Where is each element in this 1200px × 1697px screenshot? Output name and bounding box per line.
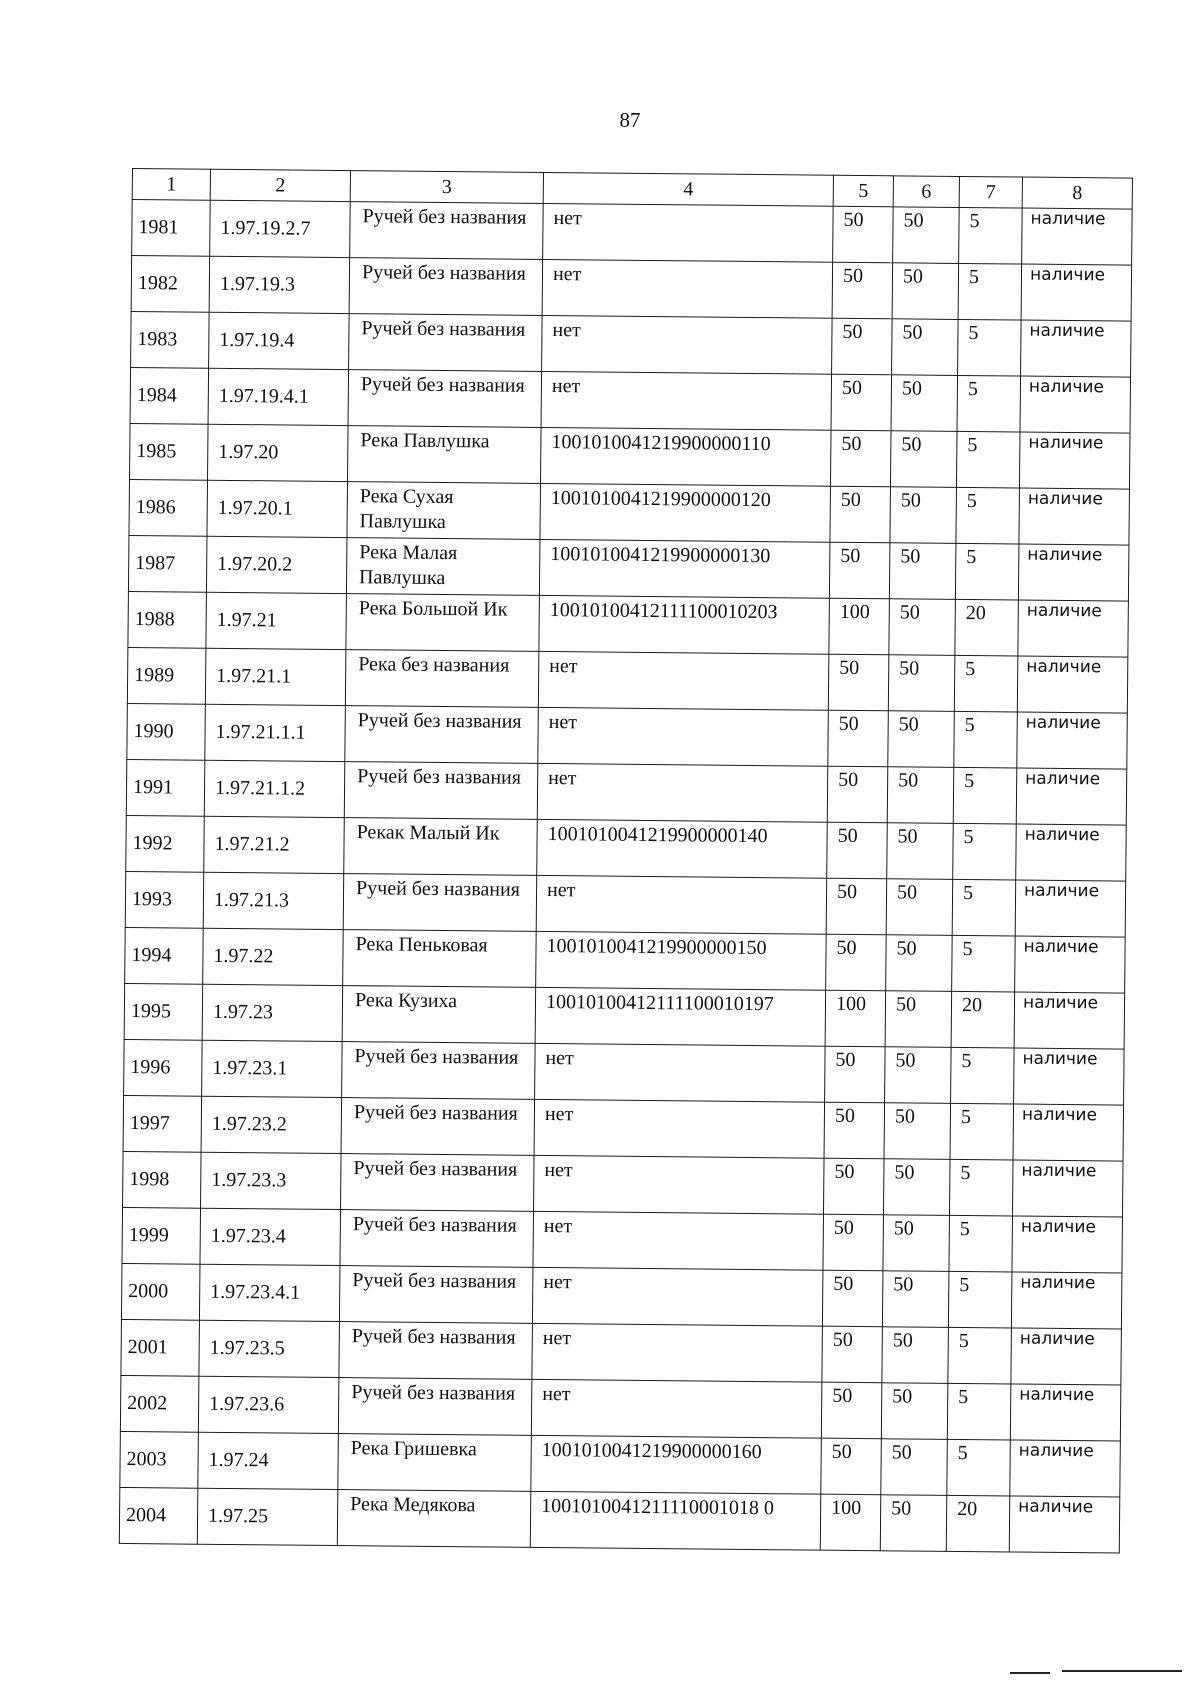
col6-cell: 50 [882, 1327, 949, 1384]
row-number-cell: 1984 [130, 367, 209, 424]
col6-cell: 50 [885, 1047, 952, 1104]
code-cell: 1.97.19.4 [209, 312, 350, 369]
row-number-cell: 2004 [119, 1487, 198, 1544]
registry-cell: 1001010041219900000130 [539, 539, 830, 598]
status-cell: наличие [1013, 1104, 1124, 1161]
status-cell: наличие [1017, 656, 1128, 713]
row-number-cell: 1993 [125, 871, 204, 928]
status-cell: наличие [1011, 1272, 1122, 1329]
col6-cell: 50 [884, 1103, 951, 1160]
col6-cell: 50 [882, 1271, 949, 1328]
col7-cell: 5 [952, 935, 1016, 992]
code-cell: 1.97.22 [203, 928, 344, 985]
code-cell: 1.97.20 [208, 424, 349, 481]
registry-cell: нет [532, 1267, 823, 1326]
col7-cell: 20 [951, 991, 1015, 1048]
registry-cell: нет [534, 1099, 825, 1158]
table-row [131, 256, 1131, 322]
row-number-cell: 2002 [120, 1375, 199, 1432]
registry-cell: нет [537, 763, 828, 822]
col5-cell: 50 [830, 430, 891, 487]
row-number-cell: 1987 [128, 535, 207, 592]
code-cell: 1.97.19.2.7 [210, 200, 351, 257]
name-cell: Река Малая Павлушка [346, 538, 540, 596]
registry-cell: нет [542, 315, 833, 374]
code-cell: 1.97.23.4.1 [199, 1264, 340, 1321]
col5-cell: 50 [827, 766, 888, 823]
col7-cell: 5 [958, 319, 1022, 376]
registry-cell: нет [538, 651, 829, 710]
row-number-cell: 2000 [121, 1263, 200, 1320]
registry-cell: нет [534, 1155, 825, 1214]
col7-cell: 5 [953, 823, 1017, 880]
table-row [126, 759, 1126, 825]
row-number-cell: 1996 [124, 1039, 203, 1096]
header-col-4: 4 [543, 172, 833, 206]
col6-cell: 50 [893, 207, 960, 264]
code-cell: 1.97.25 [197, 1488, 338, 1545]
col7-cell: 20 [946, 1495, 1010, 1552]
registry-cell: нет [535, 1043, 826, 1102]
header-col-1: 1 [132, 169, 210, 201]
name-cell: Ручей без названия [338, 1378, 532, 1436]
header-col-3: 3 [350, 171, 543, 204]
code-cell: 1.97.21.1.2 [204, 760, 345, 817]
col5-cell: 50 [827, 822, 888, 879]
col7-cell: 5 [956, 431, 1020, 488]
registry-cell: 1001010041219900000110 [540, 427, 831, 486]
col5-cell: 50 [826, 934, 887, 991]
table-row [130, 367, 1130, 433]
table-row [129, 479, 1129, 545]
name-cell: Река Большой Ик [346, 594, 540, 652]
registry-cell: 1001010041219900000160 [531, 1435, 822, 1494]
code-cell: 1.97.21.2 [204, 816, 345, 873]
header-col-5: 5 [833, 175, 893, 207]
col5-cell: 50 [830, 486, 891, 543]
registry-cell: нет [543, 203, 834, 262]
header-col-8: 8 [1022, 177, 1132, 209]
name-cell: Река Медякова [337, 1490, 531, 1548]
status-cell: наличие [1021, 320, 1132, 377]
status-cell: наличие [1015, 880, 1126, 937]
table-row [120, 1375, 1120, 1441]
status-cell: наличие [1021, 264, 1132, 321]
code-cell: 1.97.23.1 [202, 1040, 343, 1097]
col5-cell: 50 [826, 878, 887, 935]
col6-cell: 50 [885, 991, 952, 1048]
name-cell: Ручей без названия [341, 1098, 535, 1156]
col6-cell: 50 [890, 431, 957, 488]
row-number-cell: 1985 [130, 423, 209, 480]
col5-cell: 50 [825, 1046, 886, 1103]
col6-cell: 50 [883, 1159, 950, 1216]
col7-cell: 5 [948, 1271, 1012, 1328]
name-cell: Река без названия [345, 650, 539, 708]
col5-cell: 50 [821, 1382, 882, 1439]
col6-cell: 50 [881, 1439, 948, 1496]
row-number-cell: 1998 [123, 1151, 202, 1208]
col5-cell: 50 [832, 318, 893, 375]
row-number-cell: 1988 [128, 591, 207, 648]
col5-cell: 50 [828, 654, 889, 711]
table-row [119, 1487, 1119, 1553]
status-cell: наличие [1022, 208, 1133, 265]
table-row [131, 311, 1131, 377]
table-body [119, 200, 1132, 1554]
col6-cell: 50 [887, 823, 954, 880]
code-cell: 1.97.23.2 [201, 1096, 342, 1153]
table-row [124, 983, 1124, 1049]
row-number-cell: 1999 [122, 1207, 201, 1264]
code-cell: 1.97.23.5 [199, 1320, 340, 1377]
status-cell: наличие [1017, 712, 1128, 769]
col6-cell: 50 [886, 879, 953, 936]
name-cell: Река Павлушка [347, 426, 541, 484]
col6-cell: 50 [892, 319, 959, 376]
col7-cell: 20 [955, 599, 1019, 656]
col5-cell: 50 [823, 1158, 884, 1215]
name-cell: Река Гришевка [338, 1434, 532, 1492]
col7-cell: 5 [950, 1103, 1014, 1160]
registry-cell: 1001010041211110001018 0 [530, 1491, 821, 1550]
col5-cell: 50 [824, 1102, 885, 1159]
col6-cell: 50 [889, 599, 956, 656]
name-cell: Ручей без названия [348, 370, 542, 428]
row-number-cell: 1983 [131, 311, 210, 368]
status-cell: наличие [1020, 376, 1131, 433]
registry-cell: 10010100412111100010197 [535, 987, 826, 1046]
row-number-cell: 1990 [127, 703, 206, 760]
footer-rule [1010, 1672, 1050, 1674]
name-cell: Ручей без названия [349, 258, 543, 316]
table-row [121, 1319, 1121, 1385]
registry-cell: нет [542, 259, 833, 318]
registry-cell: нет [541, 371, 832, 430]
water-bodies-table [119, 168, 1133, 1554]
col7-cell: 5 [954, 655, 1018, 712]
header-col-6: 6 [893, 176, 959, 208]
row-number-cell: 1989 [127, 647, 206, 704]
name-cell: Ручей без названия [341, 1154, 535, 1212]
col7-cell: 5 [947, 1383, 1011, 1440]
status-cell: наличие [1019, 432, 1130, 489]
status-cell: наличие [1019, 488, 1130, 545]
name-cell: Ручей без названия [344, 762, 538, 820]
registry-cell: 1001010041219900000120 [540, 483, 831, 542]
col6-cell: 50 [887, 767, 954, 824]
col6-cell: 50 [892, 263, 959, 320]
status-cell: наличие [1011, 1328, 1122, 1385]
table-row [123, 1095, 1123, 1161]
col5-cell: 50 [833, 206, 894, 263]
code-cell: 1.97.21.1.1 [205, 704, 346, 761]
table-row [128, 535, 1128, 601]
code-cell: 1.97.23.3 [201, 1152, 342, 1209]
col7-cell: 5 [952, 879, 1016, 936]
col7-cell: 5 [951, 1047, 1015, 1104]
col7-cell: 5 [947, 1439, 1011, 1496]
col5-cell: 50 [822, 1326, 883, 1383]
row-number-cell: 1992 [126, 815, 205, 872]
row-number-cell: 2001 [121, 1319, 200, 1376]
table-row [127, 703, 1127, 769]
status-cell: наличие [1016, 824, 1127, 881]
col7-cell: 5 [953, 767, 1017, 824]
status-cell: наличие [1014, 1048, 1125, 1105]
code-cell: 1.97.24 [198, 1432, 339, 1489]
code-cell: 1.97.20.1 [207, 480, 348, 537]
name-cell: Ручей без названия [340, 1210, 534, 1268]
table-row [125, 927, 1125, 993]
code-cell: 1.97.19.4.1 [208, 368, 349, 425]
code-cell: 1.97.23.6 [198, 1376, 339, 1433]
row-number-cell: 1982 [131, 256, 210, 313]
name-cell: Река Пеньковая [343, 930, 537, 988]
status-cell: наличие [1018, 544, 1129, 601]
name-cell: Ручей без названия [349, 314, 543, 372]
col6-cell: 50 [891, 375, 958, 432]
table-row [123, 1151, 1123, 1217]
col7-cell: 5 [957, 375, 1021, 432]
table-row [127, 647, 1127, 713]
col5-cell: 50 [832, 262, 893, 319]
col6-cell: 50 [889, 543, 956, 600]
code-cell: 1.97.21 [206, 592, 347, 649]
col6-cell: 50 [883, 1215, 950, 1272]
name-cell: Ручей без названия [345, 706, 539, 764]
col5-cell: 50 [822, 1270, 883, 1327]
table-container [119, 168, 1133, 1554]
row-number-cell: 1981 [132, 200, 211, 257]
name-cell: Ручей без названия [339, 1322, 533, 1380]
name-cell: Рекак Малый Ик [344, 818, 538, 876]
status-cell: наличие [1014, 992, 1125, 1049]
col7-cell: 5 [955, 543, 1019, 600]
registry-cell: нет [533, 1211, 824, 1270]
col5-cell: 50 [821, 1438, 882, 1495]
row-number-cell: 1986 [129, 479, 208, 536]
col6-cell: 50 [888, 655, 955, 712]
col5-cell: 50 [831, 374, 892, 431]
header-col-7: 7 [959, 176, 1022, 208]
table-row [120, 1431, 1120, 1497]
status-cell: наличие [1009, 1496, 1120, 1553]
registry-cell: 1001010041211110001020З [539, 595, 830, 654]
table-row [121, 1263, 1121, 1329]
code-cell: 1.97.21.3 [203, 872, 344, 929]
row-number-cell: 2003 [120, 1431, 199, 1488]
status-cell: наличие [1015, 936, 1126, 993]
footer-rule [1062, 1670, 1182, 1672]
status-cell: наличие [1016, 768, 1127, 825]
col5-cell: 100 [825, 990, 886, 1047]
col5-cell: 50 [828, 710, 889, 767]
col7-cell: 5 [954, 711, 1018, 768]
col5-cell: 100 [829, 598, 890, 655]
name-cell: Ручей без названия [339, 1266, 533, 1324]
status-cell: наличие [1010, 1440, 1121, 1497]
table-row [128, 591, 1128, 657]
registry-cell: нет [536, 875, 827, 934]
table-row [132, 200, 1132, 266]
table-row [126, 815, 1126, 881]
col7-cell: 5 [948, 1327, 1012, 1384]
registry-cell: 1001010041219900000140 [537, 819, 828, 878]
code-cell: 1.97.21.1 [205, 648, 346, 705]
row-number-cell: 1997 [123, 1095, 202, 1152]
table-row [130, 423, 1130, 489]
status-cell: наличие [1012, 1160, 1123, 1217]
row-number-cell: 1995 [124, 983, 203, 1040]
col7-cell: 5 [958, 263, 1022, 320]
status-cell: наличие [1012, 1216, 1123, 1273]
registry-cell: нет [532, 1323, 823, 1382]
col5-cell: 50 [823, 1214, 884, 1271]
col7-cell: 5 [956, 487, 1020, 544]
col6-cell: 50 [886, 935, 953, 992]
table-row [122, 1207, 1122, 1273]
row-number-cell: 1994 [125, 927, 204, 984]
row-number-cell: 1991 [126, 759, 205, 816]
registry-cell: нет [531, 1379, 822, 1438]
page-number: 87 [619, 108, 641, 132]
col7-cell: 5 [959, 207, 1023, 264]
name-cell: Река Сухая Павлушка [347, 482, 541, 540]
registry-cell: 1001010041219900000150 [536, 931, 827, 990]
table-row [124, 1039, 1124, 1105]
header-col-2: 2 [210, 169, 350, 201]
col6-cell: 50 [880, 1495, 947, 1552]
name-cell: Ручей без названия [343, 874, 537, 932]
code-cell: 1.97.19.3 [209, 256, 350, 313]
col6-cell: 50 [888, 711, 955, 768]
code-cell: 1.97.23.4 [200, 1208, 341, 1265]
registry-cell: нет [538, 707, 829, 766]
table-row [125, 871, 1125, 937]
col6-cell: 50 [890, 487, 957, 544]
status-cell: наличие [1010, 1384, 1121, 1441]
name-cell: Река Кузиха [342, 986, 536, 1044]
code-cell: 1.97.20.2 [206, 536, 347, 593]
code-cell: 1.97.23 [202, 984, 343, 1041]
col5-cell: 100 [820, 1494, 881, 1551]
col6-cell: 50 [881, 1383, 948, 1440]
col5-cell: 50 [829, 542, 890, 599]
col7-cell: 5 [949, 1159, 1013, 1216]
name-cell: Ручей без названия [350, 202, 544, 260]
name-cell: Ручей без названия [342, 1042, 536, 1100]
col7-cell: 5 [949, 1215, 1013, 1272]
status-cell: наличие [1018, 600, 1129, 657]
